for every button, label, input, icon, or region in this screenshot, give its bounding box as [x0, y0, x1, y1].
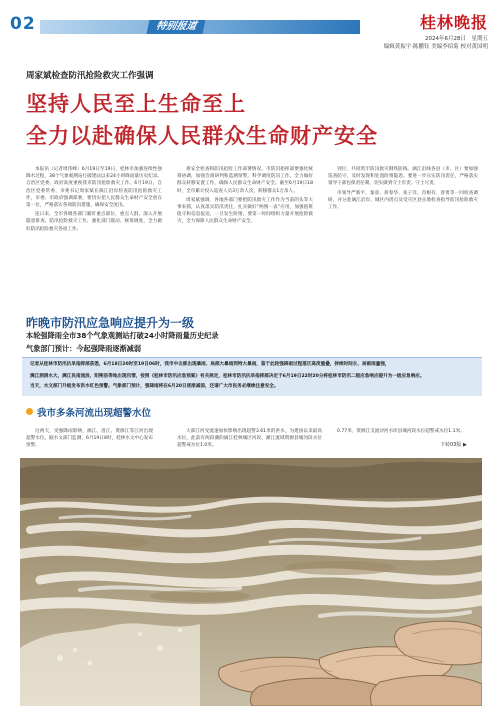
lead-paragraph: 市领导严新平、秦彦、蒋春华、张子洋、肖根有、曾勇等一同检查调研，并分赴漓江沿岸、城区内涝点及受灾区县实地检查指导防汛抢险救灾工作。 — [328, 190, 478, 211]
section-two-title: 昨晚市防汛应急响应提升为一级 — [26, 316, 195, 330]
news-brief-line: 记者从桂林市防汛抗旱指挥部获悉，6月18日20时至19日06时，我市中北部出现暴雨、局部大暴雨到特大暴雨，鉴于此轮强降雨过程落区高度重叠，持续时间长、局部雨量强， — [30, 362, 390, 367]
section-three-column-a — [26, 428, 153, 458]
section-two-subtitle: 本轮强降雨全市38个气象观测站打破24小时降雨量历史纪录 — [26, 331, 219, 340]
section-three-paragraph: 大部江河受流速加快影响出现超警3.61米的洪水，为建国以来最高水位。此前有两段潮的漓江桂林城区河段，潮江流域资源县城河段水位超警戒水位1.0米。 — [177, 429, 322, 449]
news-brief-line: 漓江洞洞水大，漓江民南流段、阳朔县等地出现汛情，按照《桂林市防汛应急预案》有关规定，桂林市防汛抗旱指挥部决定于6月19日22时20分将桂林市防汛二级应急响应提升为一级应急响应。 — [30, 374, 425, 379]
continued-on-link[interactable]: 下转03版 ▶ — [440, 442, 467, 448]
section-three-paragraph: 这两天，受强降雨影响，漓江、洛江、资源江等江河出现超警水位。据水文部门监测，6月19日8时，桂林水文中心发布预警。 — [26, 429, 153, 449]
issue-date: 2024年6月28日 星期五 — [425, 36, 488, 42]
lead-paragraph: 难安全检查和防汛抢险工作部署情况。市防汛指挥部要强化统筹协调，加强会商研判和监测预警，科学调度防汛工作。全力做好群众转移安置工作，确保人民群众生命财产安全。截至6月19日18时，全市累计投入巡查人员3万余人次，转移群众1万余人。 — [177, 167, 313, 194]
lead-paragraph: 本报讯（记者周伟峰）6月19日至19日，桂林市加强连续性强降水过程，38个气象观测站打破建站以来24小时降雨量历史纪录。自治区党委、政府高度重视我市防汛抢险救灾工作。6月19日，自治区党委常委、市委书记周家斌在漓江沿岸检查防汛抢险救灾工作，市委、市政府强调部署，要切实把人民群众生命财产安全放在第一位，严格落实各项防汛措施，确保安全度汛。 — [26, 167, 162, 209]
section-three-column-b — [177, 428, 322, 458]
lead-headline-line1: 坚持人民至上生命至上 — [26, 92, 246, 116]
lead-column-c — [328, 166, 478, 314]
lead-paragraph: 连日来，全市各级各部门紧盯重点部位、重点人群，深入开展隐患排查、防汛抢险救灾工作，强化部门联动、统筹调度，全力做好防汛抢险救灾各项工作。 — [26, 212, 162, 232]
news-brief-line: 当天，水文部门升级发布洪水红色预警。气象部门预计，强降雨将在6月20日逐渐减弱，还请广大市民务必继续注意安全。 — [30, 384, 279, 389]
column-name: 特别报道 — [147, 20, 206, 34]
flood-photo — [20, 458, 482, 706]
lead-column-b — [177, 166, 313, 314]
section-three-title: 我市多条河流出现超警水位 — [37, 408, 152, 419]
lead-column-a — [26, 166, 162, 314]
lead-kicker: 周家斌检查防汛抢险救灾工作强调 — [26, 71, 154, 81]
section-two-subtitle: 气象部门预计：今起强降雨逐渐减弱 — [26, 344, 142, 353]
page-number: 02 — [10, 14, 36, 34]
editors-line: 编辑黄振宇·陈鹏钰 美编李绍菊 校对黄国明 — [383, 44, 488, 50]
lead-headline-line2: 全力以赴确保人民群众生命财产安全 — [26, 124, 378, 148]
masthead-logo: 桂林晚报 — [419, 13, 488, 32]
lead-paragraph: 到位，共同筑牢防汛救灾钢铁防线。漓江沿线各县（市、区）要加强巡查防守，及时发现和处置险情隐患。要进一步压实防汛责任，严格落实领导干部包保责任制，切实做到守土有责、守土尽责。 — [328, 167, 478, 187]
lead-paragraph: 周家斌强调，各地各部门要把防汛救灾工作作为当前的头等大事来抓，认真落实防汛责任，扎实做好“两图一表”应用，加强值班值守和信息报送，一旦发生险情，要第一时间组织力量开展抢险救灾，全力保障人民群众生命财产安全。 — [177, 197, 313, 225]
section-three-paragraph: 0.77米，资源江支流浔河水库县城河段水位超警戒水位1.1米。 — [337, 429, 465, 434]
news-brief-box — [22, 357, 482, 396]
bullet-dot-icon — [26, 408, 33, 415]
